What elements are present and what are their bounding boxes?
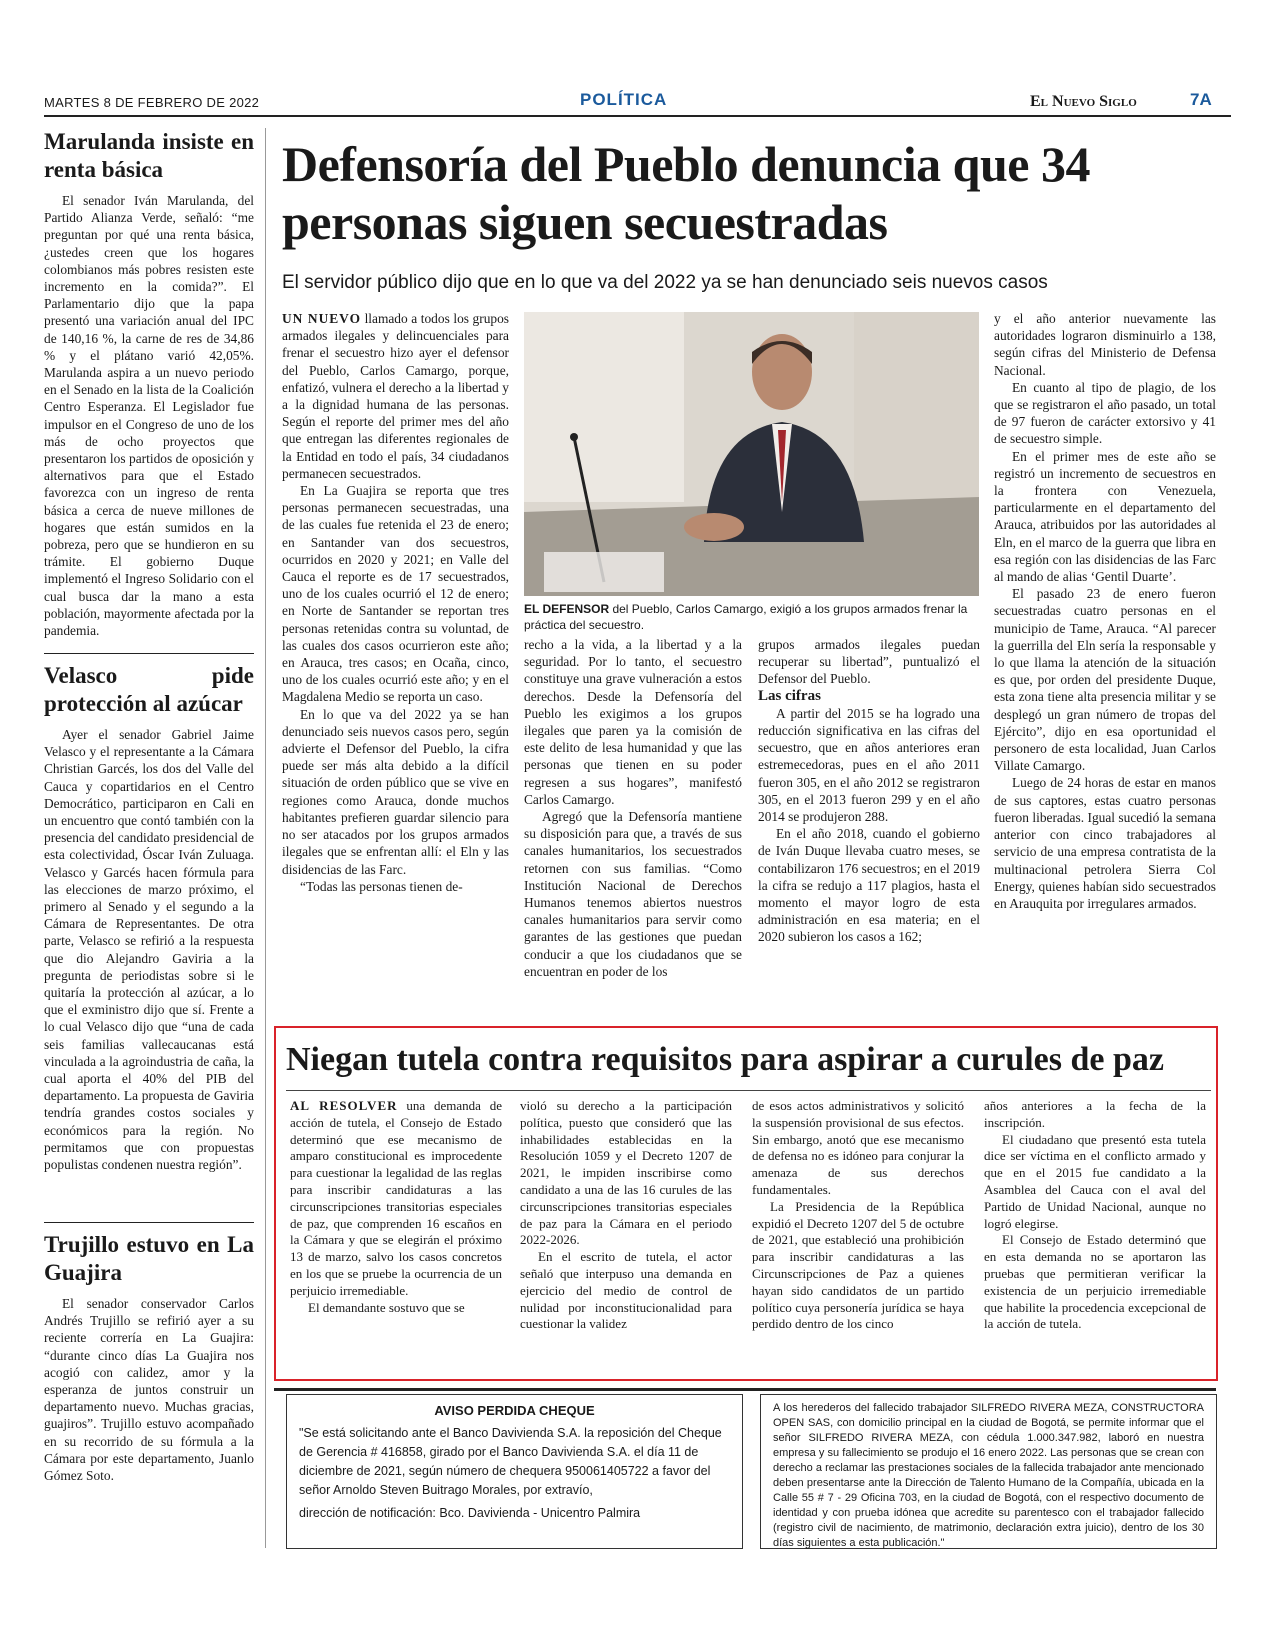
tutela-paragraph: AL RESOLVER una demanda de acción de tutela, el Consejo de Estado determinó que ese mecanismo de amparo constitucional es improcedente para cuestionar la legalidad de las reglas para inscribir candidaturas a las circunscripciones transitorias especiales de paz, que comprenden 16 escaños en la Cámara y que se elegirán el próximo 13 de marzo, salvo los casos concretos en los que se pruebe la ocurrencia de un perjuicio irremediable. (290, 1098, 502, 1298)
tutela-col-2 (520, 1098, 732, 1333)
photo-illustration (524, 312, 979, 596)
newspaper-name: El Nuevo Siglo (1030, 93, 1137, 110)
notice-body: "Se está solicitando ante el Banco Davivienda S.A. la reposición del Cheque de Gerencia # 416858, girado por el Banco Daviviendа S.A. el día 11 de diciembre de 2021, según número de chequera 950061405722 a favor del señor Arnoldo Steven Buitrago Morales, por extravío, (299, 1426, 722, 1497)
tutela-paragraph: violó su derecho a la participación política, puesto que consideró que las inhabilidades establecidas en la Resolución 1059 y el Decreto 1207 de 2021, le impiden inscribirse como candidato a una de las 16 curules de las circunscripciones transitorias especiales de paz para la Cámara en el periodo 2022-2026. (520, 1098, 732, 1248)
tutela-col-4 (984, 1098, 1206, 1333)
notice-address: dirección de notificación: Bco. Davivienda - Unicentro Palmira (299, 1506, 641, 1520)
brief-velasco (44, 662, 254, 1173)
main-paragraph: A partir del 2015 se ha logrado una reducción significativa en las cifras del secuestro, que en años anteriores eran estremecedoras, pues en el año 2011 fueron 305, en el año 2012 se registraron 305, en el 2013 fueron 299 y en el año 2014 se produjeron 288. (758, 705, 980, 825)
main-paragraph: y el año anterior nuevamente las autoridades lograron disminuirlo a 138, según cifras del Ministerio de Defensa Nacional. (994, 311, 1216, 378)
main-paragraph: “Todas las personas tienen de- (300, 878, 463, 894)
main-col-1 (282, 310, 509, 895)
tutela-paragraph: años anteriores a la fecha de la inscripción. (984, 1098, 1206, 1130)
notice-heirs (760, 1394, 1217, 1549)
caption-lead: EL DEFENSOR (524, 602, 610, 616)
main-paragraph: grupos armados ilegales puedan recuperar su libertad”, puntualizó el Defensor del Pueblo. (758, 637, 980, 687)
main-headline: Defensoría del Pueblo denuncia que 34 personas siguen secuestradas (282, 136, 1090, 250)
tutela-paragraph: La Presidencia de la República expidió el Decreto 1207 del 5 de octubre de 2021, que estableció una prohibición para inscribir candidaturas a las Circunscripciones de Paz a quienes hayan sido candidatos de un partido político cuya personería jurídica se haya perdido dentro de los cinco (752, 1198, 964, 1332)
main-paragraph: En cuanto al tipo de plagio, de los que se registraron el año pasado, un total de 97 fueron de carácter extorsivo y 41 de secuestro simple. (994, 379, 1216, 447)
notice-lost-cheque (286, 1394, 743, 1549)
tutela-col-3 (752, 1098, 964, 1333)
brief-text: Ayer el senador Gabriel Jaime Velasco y el representante a la Cámara Christian Garcés, los dos del Valle del Cauca y copartidarios en el Centro Democrático, participaron en Cali en un encuentro que contó también con la presencia del candidato presidencial de esta colectividad, Óscar Iván Zuluaga. Velasco y Garcés hacen fórmula para las elecciones de marzo próximo, el primero al Senado y el segundo a la Cámara de Representantes. De otra parte, Velasco se refirió a la respuesta que dio Alejandro Gaviria a la pregunta de periodistas sobre si le quitaría la protección al azúcar, a lo que el exministro dijo que sí. Frente a lo cual Velasco dijo que “una de cada seis familias vallecaucanas está vinculada a la agroindustria de caña, la cual aporta el 40% del PIB del departamento. La propuesta de Gaviria tendría grandes costos sociales y económicos para la región. No permitamos que con propuestas populistas condenen nuestra región”. (44, 727, 254, 1173)
main-paragraph: El pasado 23 de enero fueron secuestradas cuatro personas en el municipio de Tame, Arauca. “Al parecer la guerrilla del Eln sería la responsable y lo que llama la atención de la situación es que, por orden del presidente Duque, esta zona tiene alta presencia militar y se desplegó un gran número de tropas del Ejército”, dijo en esa oportunidad el personero de esta localidad, Juan Carlos Villate Camargo. (994, 586, 1216, 774)
brief-title: Velasco pide protección al azúcar (44, 663, 254, 716)
notices-rule (274, 1388, 1216, 1391)
main-subheadline: El servidor público dijo que en lo que va del 2022 ya se han denunciado seis nuevos casos (282, 272, 1048, 293)
main-paragraph: En el primer mes de este año se registró un incremento de secuestros en la frontera con Venezuela, particularmente en el departamento del Arauca, atribuidos por las autoridades al Eln, en el marco de la guerra que libra en esa región con las disidencias de las Farc al mando de alias ‘Gentil Duarte’. (994, 448, 1216, 585)
page-number: 7A (1190, 90, 1212, 109)
main-col-2 (524, 636, 742, 980)
main-paragraph: Agregó que la Defensoría mantiene su disposición para que, a través de sus canales humanitarios, los secuestrados retornen con sus familias. “Como Institución Nacional de Derechos Humanos tenemos abiertos nuestros canales humanitarios para servir como garantes de las gestiones que puedan conducir a que los ciudadanos que se encuentran en poder de los (524, 809, 742, 979)
header-date: MARTES 8 DE FEBRERO DE 2022 (44, 95, 260, 110)
brief-text: El senador Iván Marulanda, del Partido Alianza Verde, señaló: “me preguntan por qué una renta básica, ¿ustedes creen que los hogares colombianos más pobres resisten este incremento en la comida?”. El Parlamentario dijo que la papa presentó una variación anual del IPC de 140,16 %, la carne de res de 34,86 % y el plátano varió 42,05%. Marulanda aspira a un nuevo periodo en el Senado en la lista de la Coalición Centro Esperanza. El Legislador fue impulsor en el Congreso de uno de los más de ocho proyectos que presentaron los partidos de oposición y alternativos para que el Estado favorezca con un ingreso de renta básica a cerca de nueve millones de hogares que están sumidos en la pobreza, pero que se hundieron en su trámite. El gobierno Duque implementó el Ingreso Solidario con el cual busca dar la mano a esta población, mayormente afectada por la pandemia. (44, 193, 254, 639)
tutela-paragraph: El ciudadano que presentó esta tutela dice ser víctima en el conflicto armado y que en el 2015 fue candidato a la Asamblea del Cauca con el aval del Partido de Unidad Nacional, aunque no logró elegirse. (984, 1131, 1206, 1231)
main-paragraph: UN NUEVO llamado a todos los grupos armados ilegales y delincuenciales para frenar el secuestro hizo ayer el defensor del Pueblo, Carlos Camargo, porque, enfatizó, vulnera el derecho a la libertad y a la dignidad humana de las personas. Según el reporte del primer mes del año que entregan las diferentes regionales de la Entidad en todo el país, 34 ciudadanos permanecen secuestrados. (282, 311, 509, 481)
main-col-4 (994, 310, 1216, 912)
brief-text: El senador conservador Carlos Andrés Trujillo se refirió ayer a su reciente correría en La Guajira: “durante cinco días La Guajira nos acogió con calidez, amor y la esperanza de juntos construir un departamento nuevo. Muchas gracias, guajiros”. Trujillo estuvo acompañado en su recorrido de su fórmula a la Cámara por este departamento, Juanlo Gómez Soto. (44, 1296, 254, 1484)
brief-divider (44, 1222, 254, 1223)
brief-title: Marulanda insiste en renta básica (44, 129, 254, 182)
lead-in: AL RESOLVER (290, 1098, 398, 1113)
brief-title: Trujillo estuvo en La Guajira (44, 1232, 254, 1285)
tutela-paragraph: El demandante sostuvo que se (308, 1299, 465, 1315)
brief-trujillo (44, 1231, 254, 1484)
main-paragraph: En lo que va del 2022 ya se han denunciado seis nuevos casos pero, según advierte el Defensor del Pueblo, la cifra puede ser más alta debido a la difícil situación de orden público que se vive en regiones como Arauca, donde muchos habitantes prefieren guardar silencio para no ser atacados por los grupos armados ilegales que se enfrentan allí: el Eln y las disidencias de las Farc. (282, 706, 509, 877)
photo-caption: EL DEFENSOR del Pueblo, Carlos Camargo, exigió a los grupos armados frenar la práctica del secuestro. (524, 602, 968, 632)
section-subhead: Las cifras (758, 687, 821, 704)
brief-divider (44, 653, 254, 654)
notice-title: AVISO PERDIDA CHEQUE (434, 1403, 595, 1418)
tutela-paragraph: En el escrito de tutela, el actor señaló que interpuso una demanda en ejercicio del medio de control de nulidad por inconstitucionalidad para cuestionar la validez (520, 1249, 732, 1332)
notice-body: A los herederos del fallecido trabajador SILFREDO RIVERA MEZA, CONSTRUCTORA OPEN SAS, con domicilio principal en la ciudad de Bogotá, se permite informar que el señor SILFREDO RIVERA MEZA, con cédula 1.000.347.982, laboró en nuestra empresa y su fallecimiento se produjo el 16 enero 2022. Las personas que se crean con derecho a reclamar las prestaciones sociales de la fallecida trabajador ante mencionado deben presentarse ante la Dirección de Talento Humano de la Compañía, ubicada en la Calle 55 # 7 - 29 Oficina 703, en la ciudad de Bogotá, con el respectivo documento de identidad y con prueba idónea que acredite su parentesco con el trabajador fallecido (registro civil de nacimiento, de matrimonio, declaración extra juicio), dentro de los 30 días siguientes a esta publicación." (773, 1402, 1204, 1549)
tutela-paragraph: de esos actos administrativos y solicitó la suspensión provisional de sus efectos. Sin embargo, anotó que ese mecanismo de defensa no es idóneo para conjurar la amenaza de sus derechos fundamentales. (752, 1098, 964, 1197)
tutela-headline: Niegan tutela contra requisitos para aspirar a curules de paz (286, 1041, 1164, 1078)
header-rule (44, 115, 1231, 117)
photo-defensor-icon (524, 312, 979, 596)
tutela-rule (286, 1090, 1211, 1091)
main-paragraph: En el año 2018, cuando el gobierno de Iván Duque llevaba cuatro meses, se contabilizaron 176 secuestros; en el 2019 la cifra se redujo a 117 plagios, hasta el momento el mayor logro de esta administración en esa materia; en el 2020 subieron los casos a 162; (758, 826, 980, 945)
main-paragraph: recho a la vida, a la libertad y a la seguridad. Por lo tanto, el secuestro constituye una grave vulneración a estos derechos. Desde la Defensoría del Pueblo les exigimos a los grupos ilegales que paren ya la comisión de este delito de lesa humanidad y que las personas que tienen en su poder regresen a sus hogares”, manifestó Carlos Camargo. (524, 637, 742, 807)
column-divider (265, 128, 266, 1548)
tutela-paragraph: El Consejo de Estado determinó que en esta demanda no se aportaron las pruebas que permitieran verificar la existencia de un perjuicio irremediable que habilite la procedencia excepcional de la acción de tutela. (984, 1232, 1206, 1332)
main-col-3 (758, 636, 980, 946)
tutela-col-1 (290, 1098, 502, 1316)
section-label: POLÍTICA (580, 90, 668, 109)
brief-marulanda (44, 128, 254, 639)
lead-in: UN NUEVO (282, 311, 361, 326)
main-paragraph: Luego de 24 horas de estar en manos de sus captores, estas cuatro personas fueron liberadas. Igual sucedió la semana anterior con cinco trabajadores al servicio de una empresa contratista de la multinacional petrolera Sierra Col Energy, quienes habían sido secuestrados en Arauquita por irregulares armados. (994, 775, 1216, 911)
main-paragraph: En La Guajira se reporta que tres personas permanecen secuestradas, una de las cuales fue retenida el 23 de enero; en Santander van dos secuestros, ocurridos en 2020 y 2021; en Valle del Cauca el reporte es de 17 secuestrados, uno de los cuales ocurrió el 12 de enero; en Norte de Santander se reportan tres personas retenidas contra su voluntad, de las cuales dos casos ocurrieron este año; en Arauca, tres casos; en Ocaña, cinco, uno de los cuales ocurrió este año; y en el Magdalena Medio se reporta un caso. (282, 483, 509, 705)
